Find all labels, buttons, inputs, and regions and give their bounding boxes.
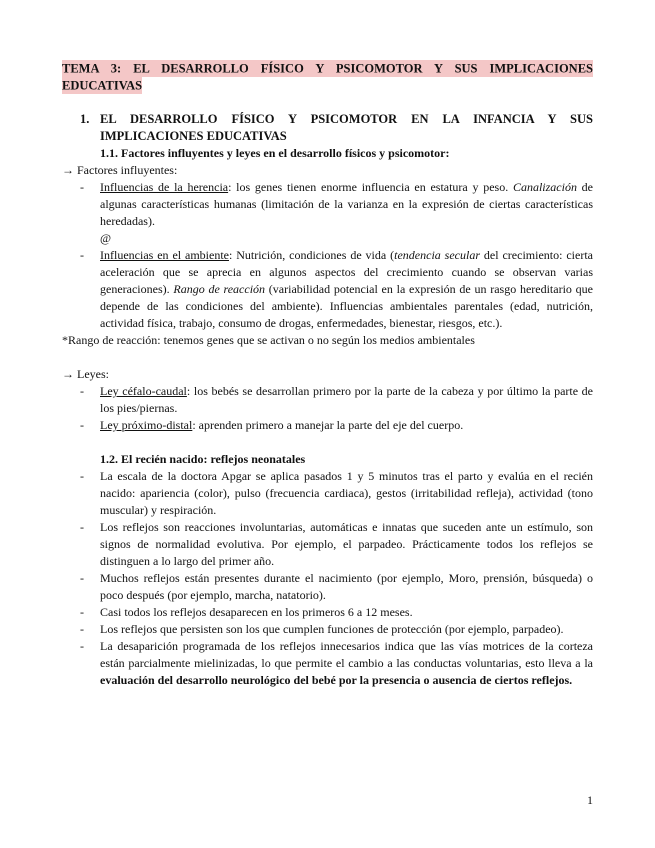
page-number: 1 bbox=[587, 793, 593, 807]
law-term: Ley céfalo-caudal bbox=[100, 384, 187, 398]
blank-line bbox=[62, 434, 593, 451]
law-term: Ley próximo-distal bbox=[100, 418, 193, 432]
section-1-heading-text: EL DESARROLLO FÍSICO Y PSICOMOTOR EN LA INFANCIA Y SUS IMPLICACIONES EDUCATIVAS bbox=[100, 112, 593, 143]
factor-environment-item bbox=[62, 247, 593, 332]
reflex-item bbox=[62, 604, 593, 621]
bullet-dash: - bbox=[80, 248, 84, 262]
section-1-number: 1. bbox=[80, 112, 90, 126]
reflex-text: Casi todos los reflejos desaparecen en los primeros 6 a 12 meses. bbox=[100, 605, 413, 619]
reflex-text: Muchos reflejos están presentes durante el nacimiento (por ejemplo, Moro, prensión, búsqueda) o poco después (por ejemplo, marcha, natatorio). bbox=[100, 571, 593, 602]
bullet-dash: - bbox=[80, 622, 84, 636]
stray-mark: @ bbox=[100, 231, 112, 245]
factor-environment-text-2: del crecimiento: cierta aceleración que se aprecia en algunos aspectos del crecimiento cuando se observan varias generaciones). bbox=[100, 248, 593, 296]
reflexes-list bbox=[62, 468, 593, 689]
laws-label: → Leyes: bbox=[62, 367, 109, 381]
reflex-text: La desaparición programada de los reflejos innecesarios indica que las vías motrices de la corteza están parcialmente mielinizadas, lo que permite el cambio a las conductas voluntarias, esto lleva a la bbox=[100, 639, 593, 670]
factors-label: → Factores influyentes: bbox=[62, 163, 178, 177]
factor-environment-term: Influencias en el ambiente bbox=[100, 248, 229, 262]
bullet-dash: - bbox=[80, 469, 84, 483]
laws-list bbox=[62, 383, 593, 434]
document-title bbox=[62, 60, 593, 94]
reflex-text-bold: evaluación del desarrollo neurológico del bebé por la presencia o ausencia de ciertos reflejos. bbox=[100, 673, 573, 687]
factor-heredity-text-2: de algunas características humanas (limitación de la varianza en la expresión de ciertas características heredadas). bbox=[100, 180, 594, 228]
factor-heredity-italic: Canalización bbox=[512, 180, 577, 194]
reflex-text: Los reflejos son reacciones involuntarias, automáticas e innatas que suceden ante un estímulo, son signos de normalidad evolutiva. Por ejemplo, el parpadeo. Prácticamente todos los reflejos se distinguen a lo largo del primer año. bbox=[100, 520, 593, 568]
factor-environment-italic: tendencia secular bbox=[394, 248, 480, 262]
reflex-item-last bbox=[62, 638, 593, 689]
bullet-dash: - bbox=[80, 418, 84, 432]
factors-list bbox=[62, 179, 593, 230]
factor-environment-text-3: (variabilidad potencial en la expresión de un rasgo hereditario que depende de las condiciones del ambiente). Influencias ambientales parentales (edad, nutrición, actividad física, trabajo, consumo de drogas, enfermedades, bienestar, riesgos, etc.). bbox=[100, 282, 593, 330]
factor-heredity-item bbox=[62, 179, 593, 230]
factor-heredity-term: Influencias de la herencia bbox=[100, 180, 229, 194]
reflex-item bbox=[62, 468, 593, 519]
reaction-range-note: *Rango de reacción: tenemos genes que se activan o no según los medios ambientales bbox=[62, 333, 475, 347]
reflex-item bbox=[62, 519, 593, 570]
bullet-dash: - bbox=[80, 520, 84, 534]
reflex-text: Los reflejos que persisten son los que cumplen funciones de protección (por ejemplo, parpadeo). bbox=[100, 622, 564, 636]
law-item bbox=[62, 383, 593, 417]
factor-heredity-text: : los genes tienen enorme influencia en estatura y peso. bbox=[228, 180, 513, 194]
bullet-dash: - bbox=[80, 639, 84, 653]
subsection-1-2-heading: 1.2. El recién nacido: reflejos neonatales bbox=[100, 452, 306, 466]
reflex-text: La escala de la doctora Apgar se aplica pasados 1 y 5 minutos tras el parto y evalúa en el recién nacido: apariencia (color), pulso (frecuencia cardiaca), gestos (irritabilidad refleja), actividad (tono muscular) y respiración. bbox=[100, 469, 593, 517]
factor-environment-italic-2: Rango de reacción bbox=[173, 282, 266, 296]
bullet-dash: - bbox=[80, 605, 84, 619]
reflex-item bbox=[62, 570, 593, 604]
title-highlight: TEMA 3: EL DESARROLLO FÍSICO Y PSICOMOTOR Y SUS IMPLICACIONES EDUCATIVAS bbox=[62, 61, 593, 92]
subsection-1-1-heading: 1.1. Factores influyentes y leyes en el desarrollo físicos y psicomotor: bbox=[100, 146, 450, 160]
factors-list-2 bbox=[62, 247, 593, 332]
reflex-item bbox=[62, 621, 593, 638]
blank-line bbox=[62, 349, 593, 366]
section-1-heading bbox=[62, 111, 593, 145]
bullet-dash: - bbox=[80, 571, 84, 585]
law-item bbox=[62, 417, 593, 434]
law-text: : los bebés se desarrollan primero por la parte de la cabeza y por último la parte de los pies/piernas. bbox=[100, 384, 593, 415]
factor-environment-text: : Nutrición, condiciones de vida ( bbox=[228, 248, 395, 262]
document-page bbox=[62, 60, 593, 689]
law-text: : aprenden primero a manejar la parte del eje del cuerpo. bbox=[192, 418, 464, 432]
bullet-dash: - bbox=[80, 180, 84, 194]
bullet-dash: - bbox=[80, 384, 84, 398]
